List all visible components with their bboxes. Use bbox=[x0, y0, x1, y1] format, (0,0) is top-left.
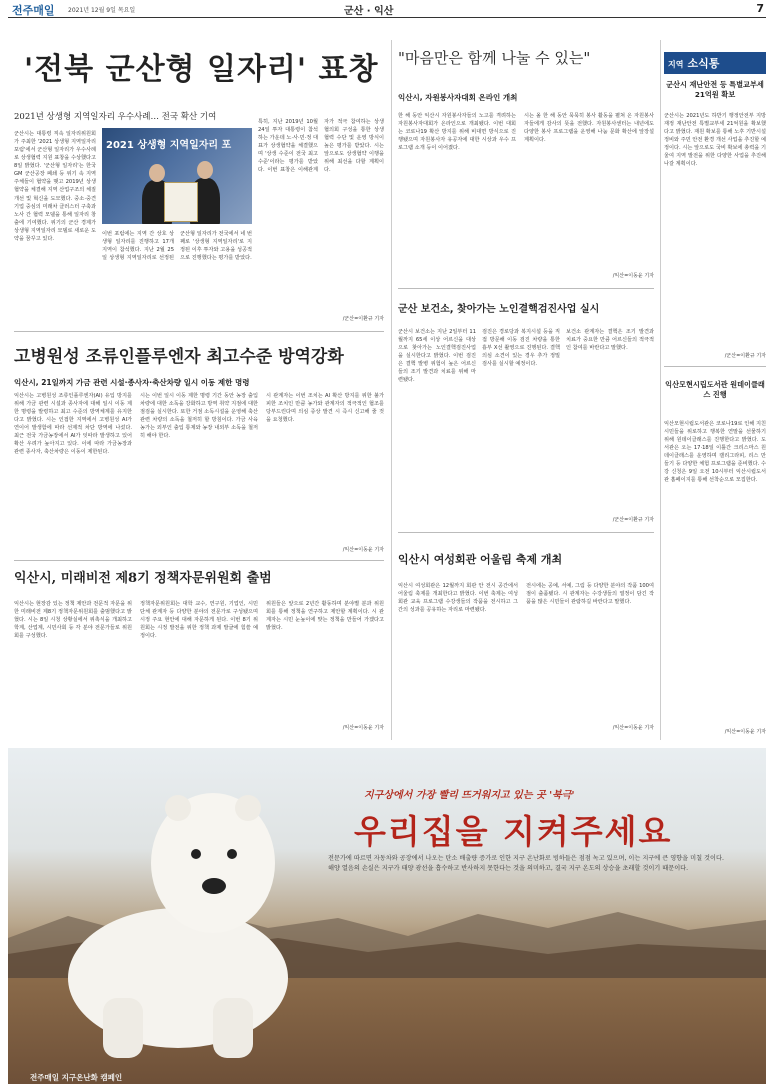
article1-subhead: 2021년 상생형 지역일자리 우수사례… 전국 확산 기여 bbox=[14, 112, 217, 122]
article1-column-3: 특히, 지난 2019년 10월 24일 투자 대통령이 참석하는 가운데 노·사·민·정 대표가 상생협약을 체결했으며 '상생 수준이 전국 최고 수준'이라는 평가를 받았다. 이번 표창은 이해관계자가 적극 참여하는 상생협의회 구성을 통한 상생 협력 수단 및 운영 방식이 높은 평가를 받았다. 시는 앞으로도 상생협약 이행을 위해 최선을 다할 계획이다. bbox=[258, 119, 384, 174]
sidebar-tag-label: 지역 bbox=[668, 60, 684, 69]
article5-column-2: 검진은 경로당과 복지시설 등을 직접 방문해 이동 검진 차량을 통한 흉부 X선 촬영으로 진행된다. 결핵 의심 소견이 있는 경우 추가 정밀검사를 실시할 예정이다. bbox=[482, 329, 560, 368]
column-divider bbox=[660, 40, 661, 740]
photo-banner: 2021 상생형 지역일자리 포 bbox=[106, 140, 232, 151]
photo-head-right bbox=[197, 161, 213, 179]
article1-column-1: 군산시는 대통령 직속 일자리위원회가 주최한 '2021 상생형 지역일자리 포럼'에서 군산형 일자리가 우수사례로 상생협력 지원 표창을 수상했다고 8일 밝혔다. '군산형 일자리'는 한국 GM 군산공장 폐쇄 등 위기 속 지역 주체들이 협약을 맺고 2019년 상생협약을 체결해 지역 산업구조의 체질 개선 및 혁신을 도모했다. 중소·중견기업 중심의 미래차 클러스터 구축과 노사 간 협력 모델을 통해 일자리 창출에 기여했다. 위기의 군산 경제가 상생형 지역일자리 모델로 새로운 도약을 꿈꾸고 있다. bbox=[14, 131, 96, 242]
article4-subhead: 익산시, 자원봉사자대회 온라인 개최 bbox=[398, 93, 518, 102]
masthead bbox=[8, 0, 766, 18]
article4-column-2: 시는 올 한 해 동안 묵묵히 봉사 활동을 펼쳐 온 자원봉사자들에게 감사의 뜻을 전했다. 자원봉사센터는 내년에도 다양한 봉사 프로그램을 운영해 나눔 문화 확산에 앞장설 계획이다. bbox=[524, 113, 654, 144]
article1-byline: /군산=이환규 기자 bbox=[342, 316, 384, 322]
sidebar-item2-body: 익산모현시립도서관은 코로나19로 인해 지친 시민들을 위로하고 행복한 연말을 선물하기 위해 원데이클래스를 진행한다고 밝혔다. 도서관은 오는 17·18일 이틀간 크리스마스 원데이클래스를 운영하며 캘리그라피, 리스 만들기 등 다양한 체험 프로그램을 준비했다. 수강 신청은 9일 오전 10시부터 익산시립도서관 홈페이지를 통해 선착순으로 모집한다. bbox=[664, 421, 766, 484]
article1-column-2: 이번 포럼에는 지역 간 상호 상생형 일자리를 진행하고 17개 지역이 참석했다. 지난 2월 25일 상생형 지역일자리로 선정된 군산형 일자리가 전국에서 네 번째로 '상생형 지역일자리'로 지정된 이후 투자와 고용을 성공적으로 진행했다는 평가를 받았다. bbox=[102, 231, 252, 262]
page-number: 7 bbox=[756, 2, 764, 15]
ad-tagline: 지구상에서 가장 빨리 뜨거워지고 있는 곳 '북극' bbox=[364, 790, 575, 801]
section-title: 군산 · 익산 bbox=[344, 6, 394, 17]
ad-credit: 전주매일 지구온난화 캠페인 bbox=[30, 1073, 123, 1082]
climate-campaign-ad bbox=[8, 748, 766, 1084]
award-photo bbox=[102, 128, 252, 224]
article6-headline: 익산시 여성회관 어울림 축제 개최 bbox=[398, 553, 563, 566]
article5-column-1: 군산시 보건소는 지난 2일부터 11월까지 65세 이상 어르신을 대상으로 찾아가는 노인결핵검진사업을 실시한다고 밝혔다. 이번 검진은 결핵 발병 위험이 높은 어르신들의 조기 발견과 치료를 위해 마련됐다. bbox=[398, 329, 476, 384]
article2-column-3: 시 관계자는 이번 조치는 AI 확산 방지를 위한 불가피한 조치인 만큼 농가와 관계자의 적극적인 협조를 당부드린다며 의심 증상 발견 시 즉시 신고해 줄 것을 요청했다. bbox=[266, 393, 384, 424]
award-plaque bbox=[164, 182, 198, 222]
article2-column-2: 시는 이번 일시 이동 제한 명령 기간 동안 농장 출입 차량에 대한 소독을 강화하고 방역 취약 지점에 대한 점검을 실시한다. 또한 거점 소독시설을 운영해 축산 관련 차량의 소독을 철저히 할 방침이다. 가금 사육 농가는 외부인 출입 통제와 농장 내외부 소독을 철저히 해야 한다. bbox=[140, 393, 258, 440]
divider bbox=[14, 560, 384, 561]
article3-byline: /익산=이동윤 기자 bbox=[342, 725, 384, 731]
article1-headline: '전북 군산형 일자리' 표창 bbox=[24, 52, 379, 87]
divider bbox=[398, 532, 654, 533]
article6-column-1: 익산시 여성회관은 12월까지 회관 안 전시 공간에서 어울림 축제를 개최한다고 밝혔다. 이번 축제는 여성회관 교육 프로그램 수강생들의 작품을 전시하고 그간의 성과를 공유하는 자리로 마련됐다. bbox=[398, 583, 518, 614]
article6-column-2: 전시에는 공예, 서예, 그림 등 다양한 분야의 작품 100여 점이 출품됐다. 시 관계자는 수강생들의 열정이 담긴 작품을 많은 시민들이 관람하길 바란다고 말했다. bbox=[526, 583, 654, 606]
article2-byline: /익산=이동윤 기자 bbox=[342, 547, 384, 553]
article5-headline: 군산 보건소, 찾아가는 노인결핵검진사업 실시 bbox=[398, 304, 600, 315]
issue-date: 2021년 12월 9일 목요일 bbox=[68, 7, 136, 14]
divider bbox=[664, 366, 766, 367]
sidebar-item2-title: 익산모현시립도서관 원데이클래스 진행 bbox=[665, 380, 765, 400]
article5-column-3: 보건소 관계자는 결핵은 조기 발견과 치료가 중요한 만큼 어르신들의 적극적인 참여를 바란다고 말했다. bbox=[566, 329, 654, 352]
ad-headline: 우리집을 지켜주세요 bbox=[354, 812, 673, 851]
article4-headline: "마음만은 함께 나눌 수 있는" bbox=[398, 49, 591, 67]
article3-column-1: 익산시는 현장감 있는 정책 제안과 전문적 자문을 위한 미래비전 제8기 정책자문위원회를 출범했다고 밝혔다. 시는 8일 시청 상황실에서 위촉식을 개최하고 학계, 산업계, 시민사회 등 각 분야 전문가들로 위원회를 구성했다. bbox=[14, 601, 132, 640]
column-divider bbox=[391, 40, 392, 740]
article2-column-1: 익산시는 고병원성 조류인플루엔자(AI) 유입 방지를 위해 가금 관련 시설과 종사자에 대해 일시 이동 제한 명령을 발령하고 최고 수준의 방역체계를 유지한다고 밝혔다. 시는 인접한 지역에서 고병원성 AI가 연이어 발생함에 따라 선제적 차단 방역에 나섰다. 최근 전국 가금농장에서 AI가 잇따라 발생하고 있어 확산 우려가 높아지고 있다. 이에 따라 가금농장과 관련 종사자, 축산차량은 이동이 제한된다. bbox=[14, 393, 132, 456]
article4-byline: /익산=이동윤 기자 bbox=[612, 273, 654, 279]
article3-headline: 익산시, 미래비전 제8기 정책자문위원회 출범 bbox=[14, 571, 272, 586]
ad-description: 전문가에 따르면 자동차와 공장에서 나오는 탄소 배출량 증가로 인한 지구 온난화로 빙하들은 점점 녹고 있으며, 이는 지구에 큰 영향을 미칠 것이다. 해양 열음의 손실은 지구가 태양 광선을 흡수하고 반사하지 못한다는 것을 의미하고, 결국 지구 온도의 상승을 초래할 것이기 때문이다. bbox=[328, 855, 724, 872]
newspaper-name: 전주매일 bbox=[12, 4, 55, 17]
article5-byline: /군산=이환규 기자 bbox=[612, 517, 654, 523]
article2-headline: 고병원성 조류인플루엔자 최고수준 방역강화 bbox=[14, 347, 344, 367]
photo-head-left bbox=[149, 164, 165, 182]
article6-byline: /익산=이동윤 기자 bbox=[612, 725, 654, 731]
sidebar-tag bbox=[664, 52, 766, 74]
article4-column-1: 한 해 동안 익산시 자원봉사자들의 노고를 격려하는 자원봉사자대회가 온라인으로 개최됐다. 이번 대회는 코로나19 확산 방지를 위해 비대면 방식으로 진행됐으며 자원봉사자 유공자에 대한 시상과 우수 프로그램 소개 등이 이어졌다. bbox=[398, 113, 516, 152]
divider bbox=[398, 288, 654, 289]
sidebar-item1-byline: /군산=이환규 기자 bbox=[724, 353, 766, 359]
sidebar-tag-title: 소식통 bbox=[687, 57, 720, 70]
article2-subhead: 익산시, 21일까지 가금 관련 시설·종사자·축산차량 일시 이동 제한 명령 bbox=[14, 378, 250, 387]
polar-bear-illustration bbox=[28, 768, 328, 1068]
sidebar-item2-byline: /익산=이동윤 기자 bbox=[724, 729, 766, 735]
article3-column-2: 정책자문위원회는 대학 교수, 연구원, 기업인, 시민단체 관계자 등 다양한 분야의 전문가로 구성됐으며 시정 주요 현안에 대해 자문하게 된다. 이번 8기 위원회는 시정 발전을 위한 정책 과제 발굴에 힘쓸 예정이다. bbox=[140, 601, 258, 640]
article3-column-3: 위원들은 앞으로 2년간 활동하며 분야별 분과 위원회를 통해 정책을 연구하고 제안할 계획이다. 시 관계자는 시민 눈높이에 맞는 정책을 만들어 가겠다고 밝혔다. bbox=[266, 601, 384, 632]
sidebar-item1-title: 군산시 재난안전 등 특별교부세 21억원 확보 bbox=[666, 80, 764, 100]
sidebar-item1-body: 군산시는 2021년도 하반기 행정안전부 지방재정 재난안전 특별교부세 21억원을 확보했다고 밝혔다. 재원 확보를 통해 노후 기반시설 정비와 주민 안전 환경 개선 사업을 추진할 예정이다. 시는 앞으로도 국비 확보에 총력을 기울여 지역 발전을 위한 다양한 사업을 추진해 나갈 계획이다. bbox=[664, 113, 766, 168]
divider bbox=[14, 331, 384, 332]
